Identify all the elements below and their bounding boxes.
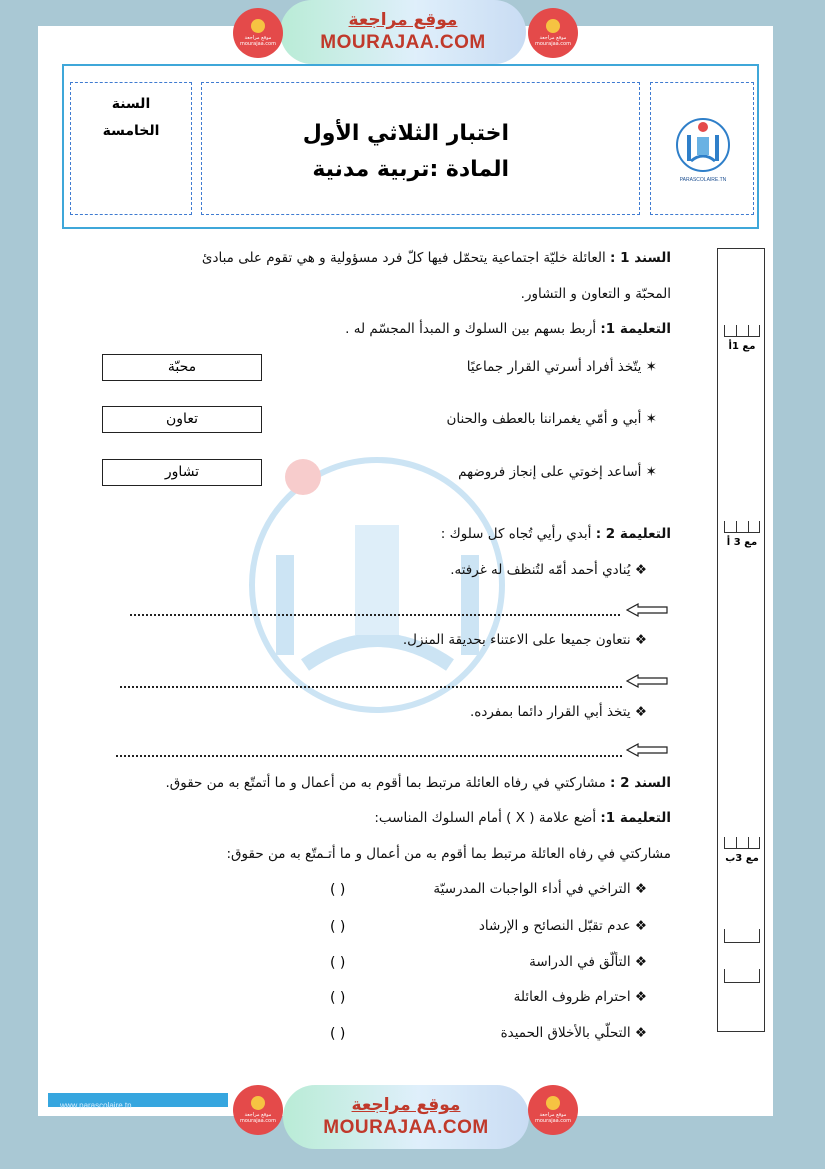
- sanad-1-line2: المحبّة و التعاون و التشاور.: [520, 286, 671, 302]
- site-badge-icon: [233, 8, 283, 58]
- option-item: ❖ احترام ظروف العائلة: [513, 989, 647, 1005]
- arrow-left-icon: [626, 674, 668, 688]
- score-box[interactable]: [724, 929, 760, 943]
- banner-latin: MOURAJAA.COM: [323, 1117, 489, 1138]
- exam-subject: المادة :تربية مدنية: [312, 157, 509, 182]
- answer-line[interactable]: [120, 674, 622, 688]
- behavior-item: ✶ أساعد إخوتي على إنجاز فروضهم: [458, 464, 657, 480]
- arrow-left-icon: [626, 743, 668, 757]
- instruction-1-2: [441, 526, 671, 542]
- opinion-item: ❖ نتعاون جميعا على الاعتناء بحديقة المنزل.: [402, 632, 647, 648]
- title-box: [201, 82, 640, 215]
- badge-arabic: موقع مراجعة: [244, 1112, 272, 1118]
- sanad-2: [165, 775, 671, 791]
- footer-strip: [48, 1093, 228, 1110]
- criterion-2: مع 3 أ: [726, 537, 758, 548]
- option-item: ❖ التألّق في الدراسة: [529, 954, 647, 970]
- behavior-item: ✶ يتّخذ أفراد أسرتي القرار جماعيًا: [466, 359, 657, 375]
- grade-box: [70, 82, 192, 215]
- grade-line1: السنة: [111, 96, 151, 112]
- instruction-label: التعليمة 2 :: [595, 526, 671, 542]
- badge-arabic: موقع مراجعة: [539, 1112, 567, 1118]
- site-badge-icon: [528, 8, 578, 58]
- principle-box[interactable]: تشاور: [102, 459, 262, 486]
- scoring-column: [717, 248, 765, 1032]
- section-2-lead: مشاركتي في رفاه العائلة مرتبط بما أقوم به من أعمال و ما أتـمتّع به من حقوق:: [226, 846, 671, 862]
- score-ticks: [724, 521, 760, 533]
- opinion-item: ❖ يتخذ أبي القرار دائما بمفرده.: [469, 704, 647, 720]
- exam-header: [62, 64, 759, 229]
- sanad-1-label: السند 1 :: [610, 250, 671, 266]
- criterion-3: مع 3ب: [725, 853, 759, 864]
- checkbox-paren[interactable]: ( ): [330, 1026, 346, 1042]
- principle-box[interactable]: تعاون: [102, 406, 262, 433]
- instruction-text: أربط بسهم بين السلوك و المبدأ المجسّم له .: [345, 321, 597, 337]
- exam-title: اختبار الثلاثي الأول: [302, 121, 509, 146]
- grade-line2: الخامسة: [102, 123, 160, 139]
- principle-box[interactable]: محبّة: [102, 354, 262, 381]
- sanad-1: [202, 250, 671, 266]
- badge-arabic: موقع مراجعة: [244, 35, 272, 41]
- checkbox-paren[interactable]: ( ): [330, 990, 346, 1006]
- checkbox-paren[interactable]: ( ): [330, 919, 346, 935]
- instruction-2-1: [374, 810, 671, 826]
- behavior-item: ✶ أبي و أمّي يغمراننا بالعطف والحنان: [446, 411, 657, 427]
- site-banner-top[interactable]: [280, 0, 526, 64]
- banner-latin: MOURAJAA.COM: [320, 32, 486, 53]
- parascolaire-logo-icon: [675, 105, 731, 189]
- sanad-1-text: العائلة خليّة اجتماعية يتحمّل فيها كلّ فرد مسؤولية و هي تقوم على مبادئ: [201, 250, 606, 266]
- footer-url[interactable]: www.parascolaire.tn: [60, 1101, 132, 1110]
- option-item: ❖ عدم تقبّل النصائح و الإرشاد: [478, 918, 647, 934]
- site-badge-icon: [233, 1085, 283, 1135]
- site-badge-icon: [528, 1085, 578, 1135]
- badge-latin: mourajaa.com: [534, 1118, 571, 1124]
- option-item: ❖ التراخي في أداء الواجبات المدرسيّة: [433, 881, 647, 897]
- badge-latin: mourajaa.com: [534, 41, 571, 47]
- badge-arabic: موقع مراجعة: [539, 35, 567, 41]
- instruction-label: التعليمة 1:: [600, 810, 671, 826]
- badge-latin: mourajaa.com: [239, 41, 276, 47]
- badge-latin: mourajaa.com: [239, 1118, 276, 1124]
- score-box[interactable]: [724, 969, 760, 983]
- score-ticks: [724, 837, 760, 849]
- banner-arabic: موقع مراجعة: [351, 1095, 461, 1115]
- answer-line[interactable]: [116, 743, 622, 757]
- logo-box: [650, 82, 754, 215]
- site-banner-bottom[interactable]: [283, 1085, 529, 1149]
- instruction-text: أبدي رأيي تُجاه كل سلوك :: [440, 526, 592, 542]
- arrow-left-icon: [626, 603, 668, 617]
- banner-arabic: موقع مراجعة: [348, 10, 458, 30]
- instruction-1-1: [345, 321, 671, 337]
- option-item: ❖ التحلّي بالأخلاق الحميدة: [500, 1025, 647, 1041]
- checkbox-paren[interactable]: ( ): [330, 882, 346, 898]
- answer-line[interactable]: [130, 602, 620, 616]
- checkbox-paren[interactable]: ( ): [330, 955, 346, 971]
- score-ticks: [724, 325, 760, 337]
- sanad-2-text: مشاركتي في رفاه العائلة مرتبط بما أقوم به من أعمال و ما أتمتّع به من حقوق.: [165, 775, 606, 791]
- instruction-label: التعليمة 1:: [600, 321, 671, 337]
- criterion-1: مع 1أ: [728, 341, 756, 352]
- svg-text:PARASCOLAIRE.TN: PARASCOLAIRE.TN: [679, 177, 727, 183]
- instruction-text: أضع علامة ( X ) أمام السلوك المناسب:: [374, 810, 597, 826]
- sanad-2-label: السند 2 :: [610, 775, 671, 791]
- opinion-item: ❖ يُنادي أحمد أمّه لتُنظف له غرفته.: [450, 562, 647, 578]
